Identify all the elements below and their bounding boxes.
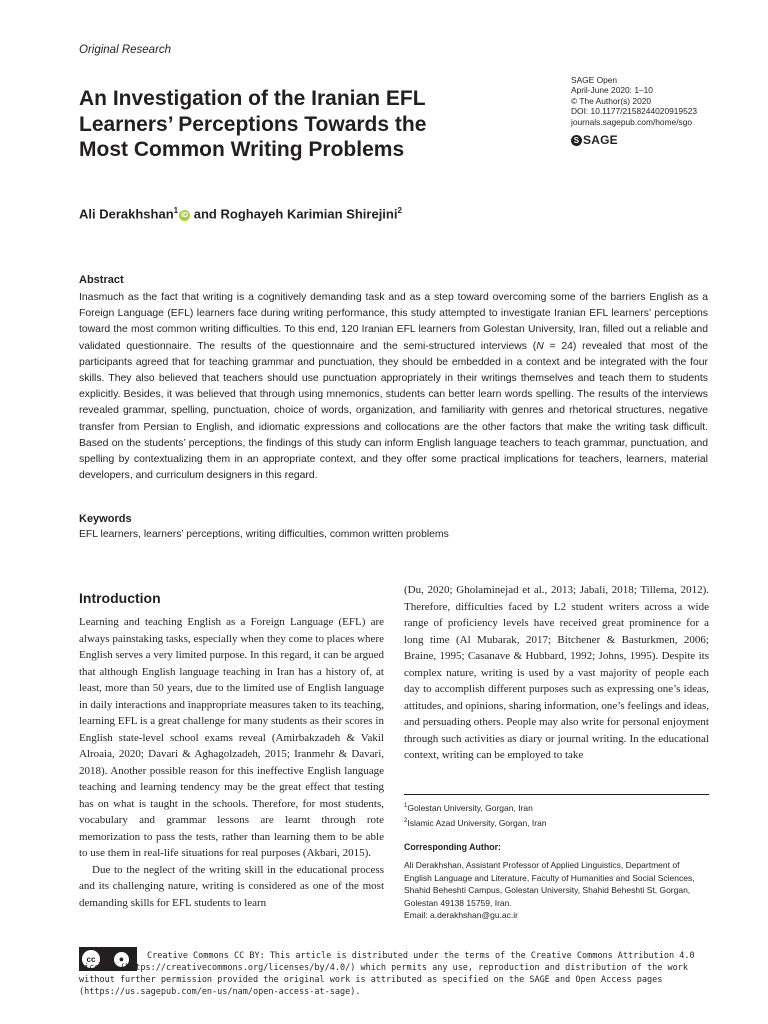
author-list (79, 206, 402, 221)
sage-logo (571, 133, 618, 147)
journal-issue: April-June 2020: 1–10 (571, 85, 653, 96)
corresponding-author-details (404, 859, 709, 922)
corresponding-author-address: Ali Derakhshan, Assistant Professor of Applied Linguistics, Department of English Language and Literature, Faculty of Humanities and Social Sciences, Shahid Beheshti Campus, Golestan University, Shahid Beheshti St, Gorgan, Golestan 49138 15759, Iran. (404, 860, 695, 908)
affiliation-text: Golestan University, Gorgan, Iran (407, 802, 533, 813)
article-title: An Investigation of the Iranian EFL Learners’ Perceptions Towards the Most Common Writing Problems (79, 87, 427, 161)
by-person-icon: ● (114, 952, 129, 967)
journal-url[interactable]: journals.sagepub.com/home/sgo (571, 116, 693, 127)
corresponding-author-email[interactable]: Email: a.derakhshan@gu.ac.ir (404, 910, 518, 921)
journal-copyright: © The Author(s) 2020 (571, 95, 652, 106)
sage-logo-text: SAGE (583, 133, 618, 147)
affiliation-mark: 2 (404, 817, 408, 824)
body-paragraph: Due to the neglect of the writing skill in the educational process and its challenging nature, writing is considered as one of the most demanding skills for EFL students to learn (79, 863, 384, 909)
affiliation-item (404, 815, 547, 830)
body-column-left (79, 614, 384, 911)
journal-name: SAGE Open (571, 75, 618, 85)
body-paragraph: Learning and teaching English as a Foreign Language (EFL) are always painstaking tasks, especially when they come to places where English serves a very limited purpose. In this regard, it can be argued that although English language teaching in Iran has a history of, at least, more than 50 years, due to the limited use of English language in daily interactions and inappropriate measures taken to its teaching, learning EFL is a great challenge for many students as their scores in English state-level school exams reveal (Amirbakzadeh & Vakil Alroaia, 2020; Davari & Aghagolzadeh, 2015; Iranmehr & Davari, 2018). Another possible reason for this ineffective English language teaching and learning tendency may be the great effect that testing has on what is taught in the schools. Therefore, for most students, vocabulary and grammar lessons are learnt through rote memorization to pass the tests, rather than learning them to be able to use them in real-life situations for real purposes (Akbari, 2015). (79, 616, 384, 859)
author-affiliation-mark: 1 (173, 206, 179, 215)
introduction-heading: Introduction (79, 590, 161, 606)
corresponding-author-heading: Corresponding Author: (404, 842, 501, 852)
abstract-text-part: = 24) revealed that most of the participants agreed that for teaching grammar and punctuation, they should be embedded in a context and be integrated with the four skills. They also believed that teachers should use punctuation appropriately in their writings themselves and teach them to students explicitly. Besides, it was believed that through using mnemonics, students can better learn words spelling. The results of the interviews revealed grammar, spelling, punctuation, choice of words, organization, and familiarity with genres and rhetorical structures, negative transfer from Persian to English, and idiomatic expressions and collocations are the other factors that make the writing task difficult. Based on the students’ perceptions, the findings of this study can inform English language teachers to teach grammar, punctuation, and spelling by contextualizing them in an appropriate context, and they offer some practical implications for teachers, learners, material developers, and curriculum designers in this regard. (79, 340, 709, 482)
sage-logo-icon: S (571, 135, 582, 146)
keywords-list: EFL learners, learners’ perceptions, writing difficulties, common written problems (79, 529, 449, 540)
author-affiliation-mark: 2 (397, 206, 402, 215)
author-name: Ali Derakhshan (79, 206, 174, 222)
affiliation-item (404, 800, 547, 815)
affiliations (404, 800, 547, 830)
keywords-heading: Keywords (79, 513, 132, 525)
abstract-n-symbol: N (536, 340, 544, 352)
section-type-label: Original Research (79, 44, 172, 56)
author-name: Roghayeh Karimian Shirejini (220, 206, 398, 222)
license-notice (79, 950, 709, 998)
cc-mark: cc (82, 950, 100, 968)
abstract-text-part: Inasmuch as the fact that writing is a cognitively demanding task and as a step toward overcoming some of the barriers English as a Foreign Language (EFL) learners face during writing performance, this study attempted to investigate Iranian EFL learners’ perceptions toward the most common writing difficulties. To this end, 120 Iranian EFL learners from Golestan University, Iran, filled out a reliable and validated questionnaire. The results of the questionnaire and the semi-structured interviews ( (79, 292, 708, 352)
abstract-body (79, 290, 708, 484)
orcid-icon[interactable]: iD (181, 212, 189, 220)
body-column-right: (Du, 2020; Gholaminejad et al., 2013; Jabali, 2018; Tillema, 2012). Therefore, difficulties faced by L2 student writers across a wide range of proficiency levels have received great prominence for a long time (Al Mubarak, 2017; Bitchener & Basturkmen, 2006; Braine, 1995; Casanave & Hubbard, 1992; Johns, 1995). Despite its complex nature, writing is used by a vast majority of people each day to accomplish different purposes such as expressing one’s ideas, attitudes, and opinions, sharing information, one’s feelings and ideas, and persuading others. People may also write for personal enjoyment through such activities as diary or journal writing. In the educational context, writing can be employed to take (404, 584, 709, 761)
affiliation-text: Islamic Azad University, Gorgan, Iran (407, 817, 547, 828)
journal-meta (571, 75, 697, 127)
license-text: Creative Commons CC BY: This article is distributed under the terms of the Creative Commons Attribution 4.0 License (https://creativecommons.org/licenses/by/4.0/) which permits any use, reproduction and distribution of the work without further permission provided the original work is attributed as specified on the SAGE and Open Access pages (https://us.sagepub.com/en-us/nam/open-access-at-sage). (79, 951, 695, 997)
affiliation-mark: 1 (404, 803, 408, 809)
footnote-divider (404, 794, 709, 795)
author-conjunction: and (193, 206, 217, 222)
abstract-heading: Abstract (79, 274, 124, 286)
journal-doi[interactable]: DOI: 10.1177/2158244020919523 (571, 106, 698, 117)
